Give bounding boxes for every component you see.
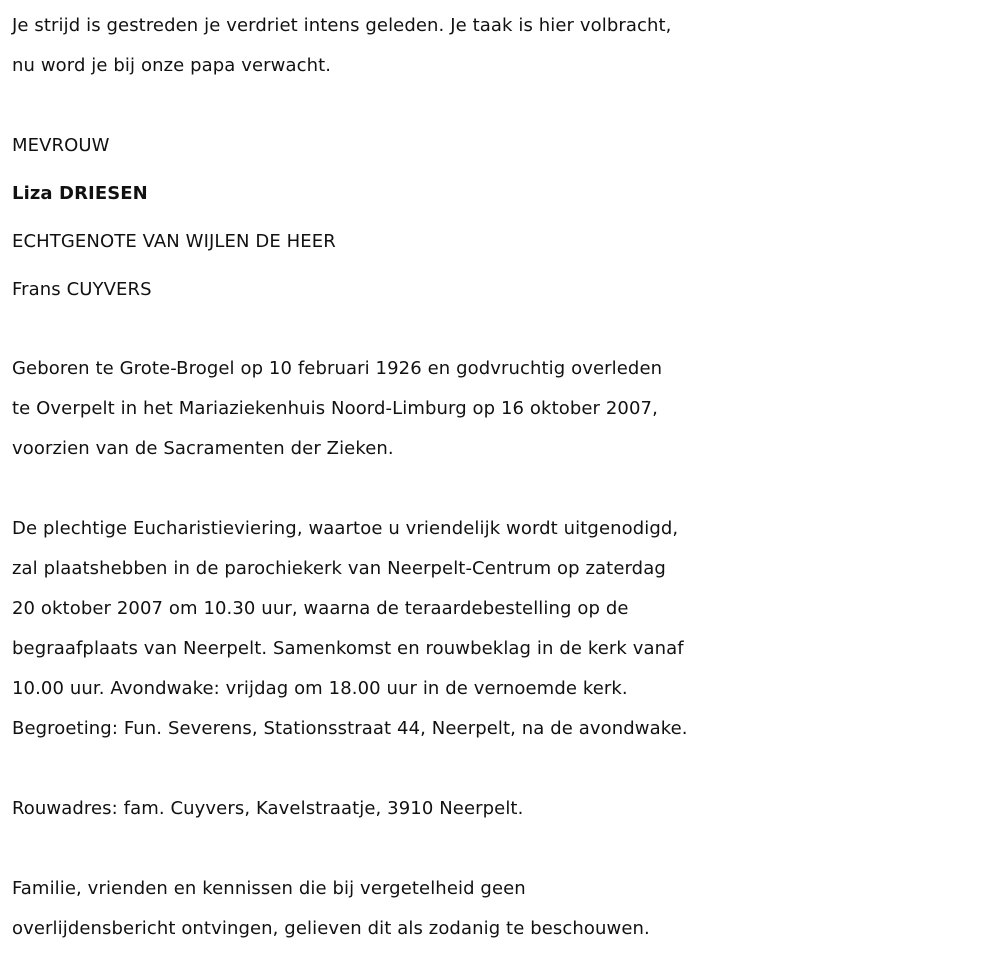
paragraph-line: begraafplaats van Neerpelt. Samenkomst en rouwbeklag in de kerk vanaf: [12, 638, 684, 659]
paragraph-line: zal plaatshebben in de parochiekerk van Neerpelt-Centrum op zaterdag: [12, 558, 666, 579]
poem-line: Je strijd is gestreden je verdriet intens geleden. Je taak is hier volbracht,: [12, 15, 672, 36]
deceased-name: Liza DRIESEN: [12, 183, 148, 204]
paragraph-line: te Overpelt in het Mariaziekenhuis Noord-Limburg op 16 oktober 2007,: [12, 398, 658, 419]
birth-death-paragraph: [12, 349, 997, 469]
paragraph-line: 10.00 uur. Avondwake: vrijdag om 18.00 uur in de vernoemde kerk.: [12, 678, 628, 699]
paragraph-line: 20 oktober 2007 om 10.30 uur, waarna de teraardebestelling op de: [12, 598, 629, 619]
honorific: MEVROUW: [12, 135, 110, 156]
relation: ECHTGENOTE VAN WIJLEN DE HEER: [12, 231, 336, 252]
deceased-info: [12, 122, 997, 314]
poem: [12, 6, 997, 86]
paragraph-line: Geboren te Grote-Brogel op 10 februari 1926 en godvruchtig overleden: [12, 358, 663, 379]
spouse-name: Frans CUYVERS: [12, 279, 152, 300]
notice-paragraph: [12, 869, 997, 949]
paragraph-line: overlijdensbericht ontvingen, gelieven dit als zodanig te beschouwen.: [12, 918, 650, 939]
paragraph-line: voorzien van de Sacramenten der Zieken.: [12, 438, 394, 459]
address-paragraph: [12, 789, 997, 829]
paragraph-line: Begroeting: Fun. Severens, Stationsstraat 44, Neerpelt, na de avondwake.: [12, 718, 688, 739]
mourning-address: Rouwadres: fam. Cuyvers, Kavelstraatje, 3910 Neerpelt.: [12, 798, 524, 819]
paragraph-line: De plechtige Eucharistieviering, waartoe u vriendelijk wordt uitgenodigd,: [12, 518, 679, 539]
paragraph-line: Familie, vrienden en kennissen die bij vergetelheid geen: [12, 878, 526, 899]
ceremony-paragraph: [12, 509, 997, 749]
poem-line: nu word je bij onze papa verwacht.: [12, 55, 332, 76]
